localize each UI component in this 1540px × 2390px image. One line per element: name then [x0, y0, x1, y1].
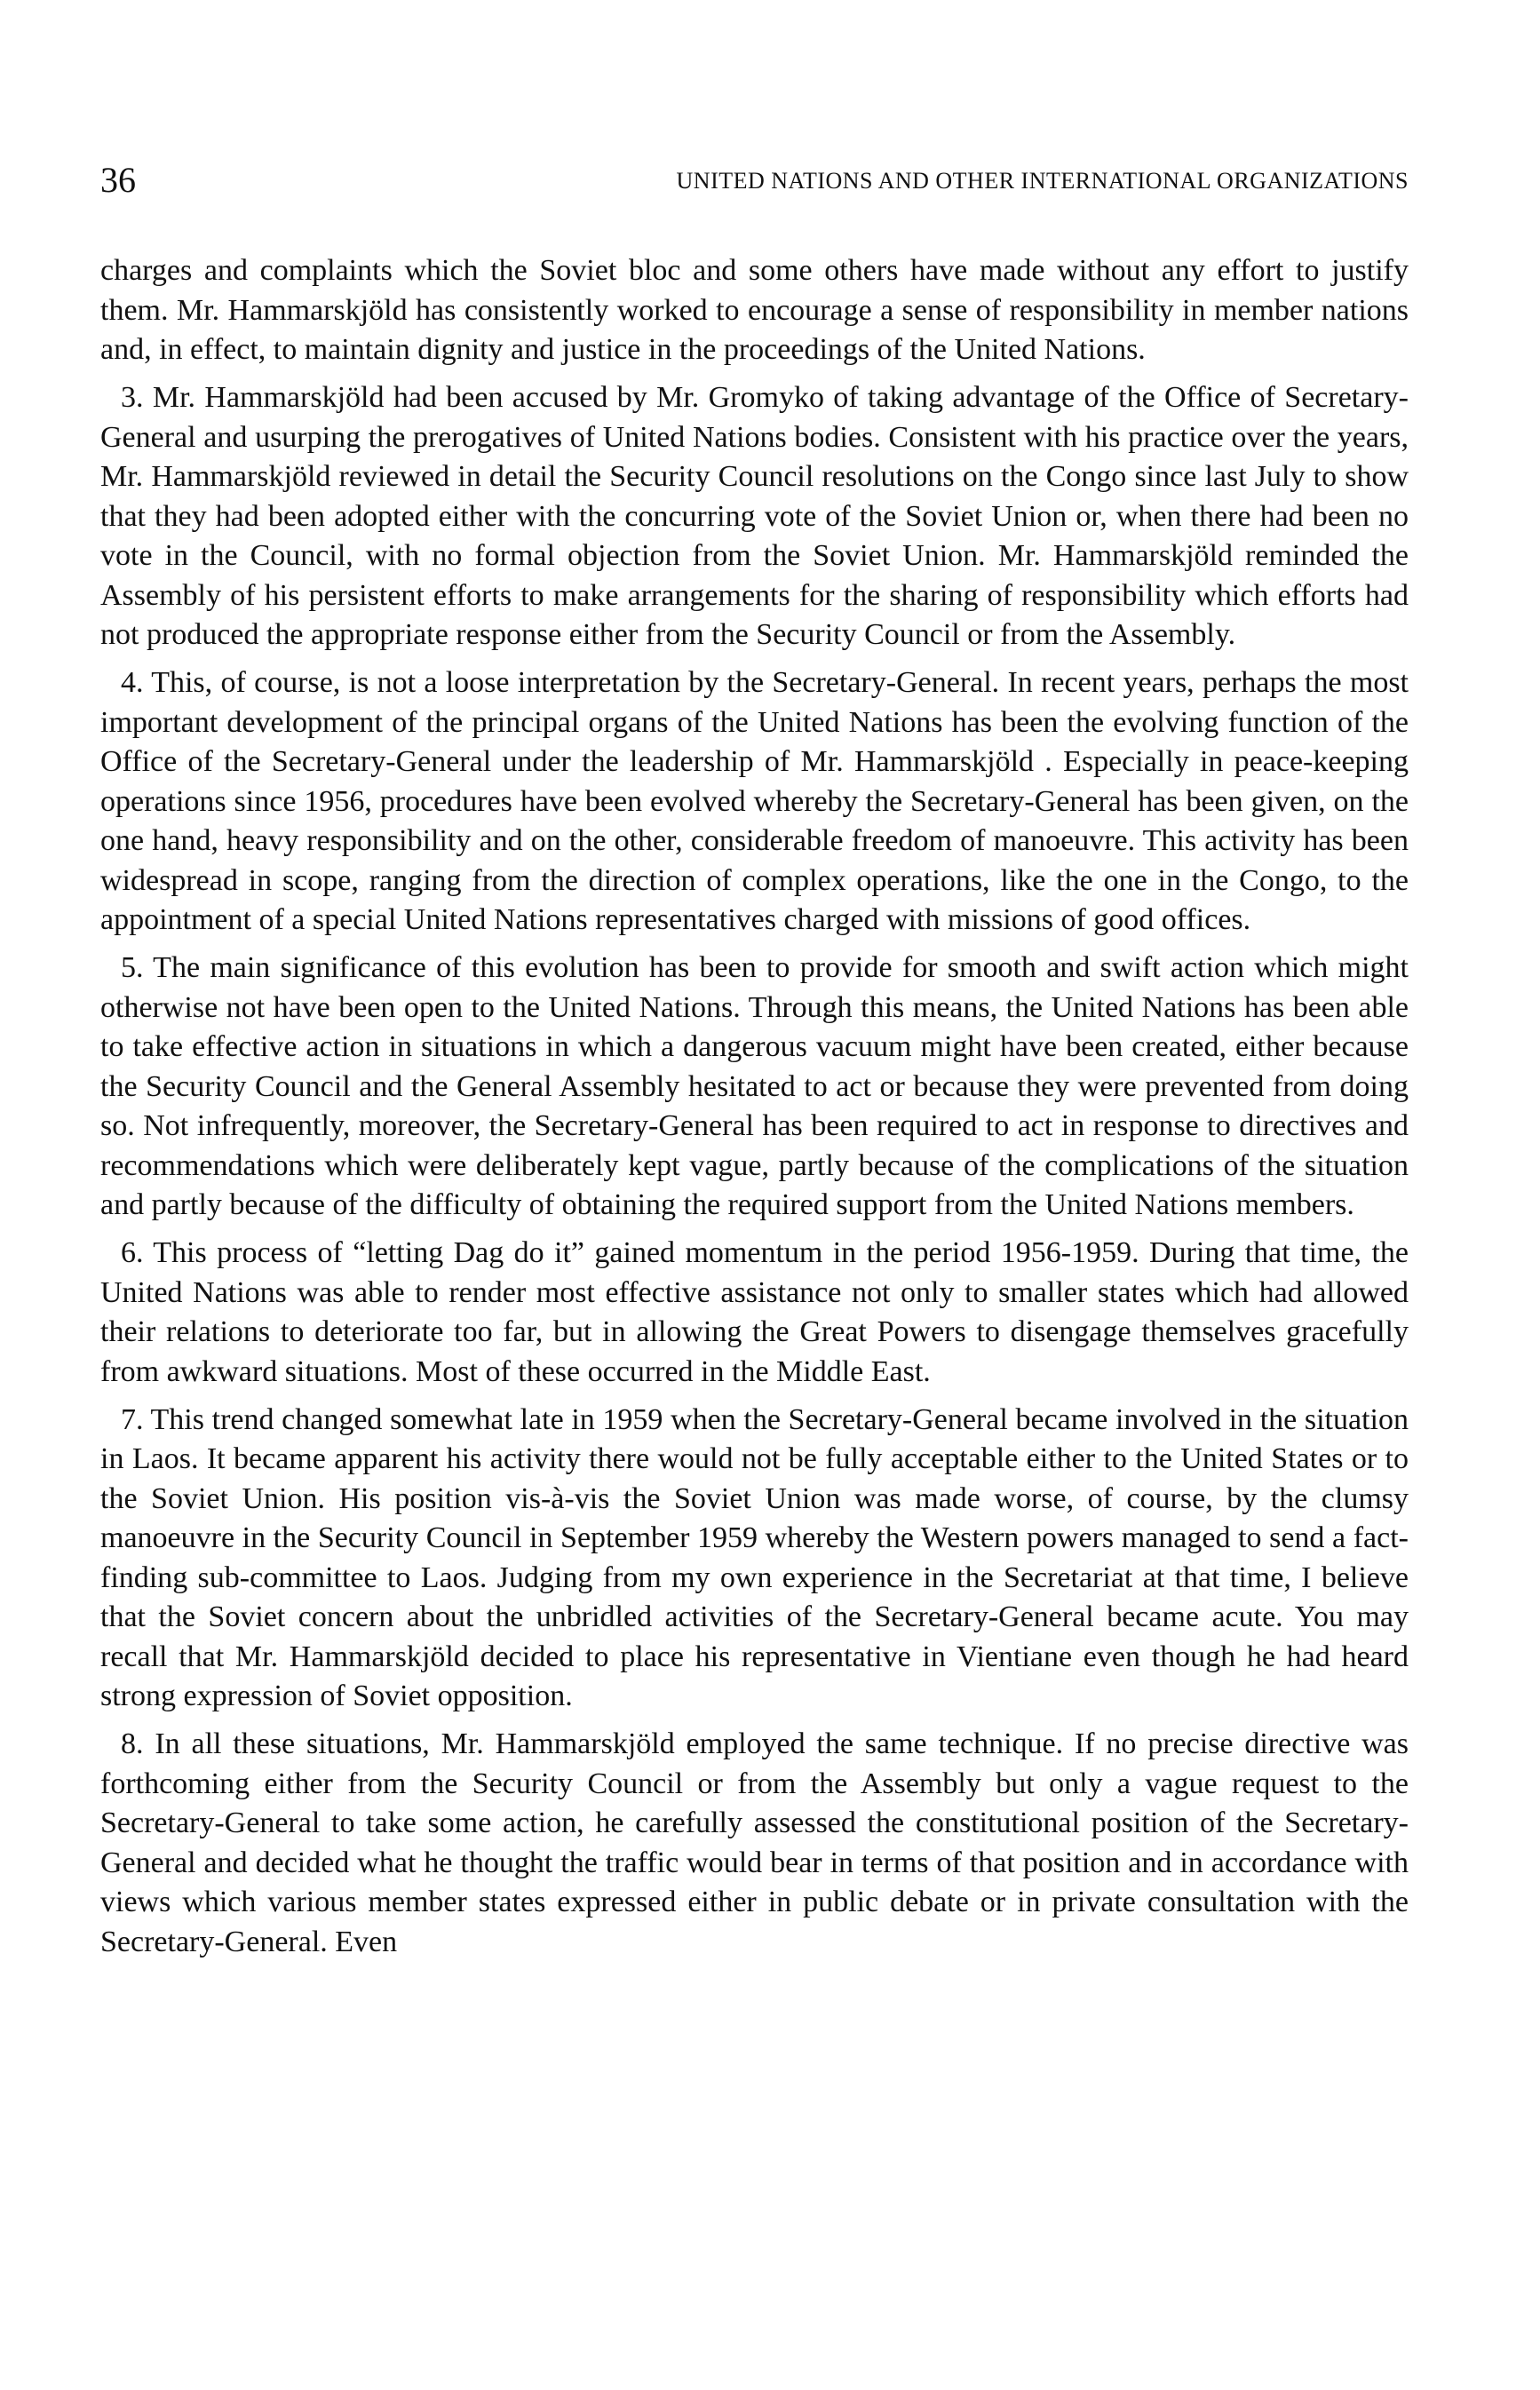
paragraph-6: 6. This process of “letting Dag do it” gained momentum in the period 1956-1959. During that time, the United Nations was able to render most effective assistance not only to smaller states which had allowed their relations to deteriorate too far, but in allowing the Great Powers to disengage themselves gracefully from awkward situations. Most of these occurred in the Middle East.: [100, 1236, 1409, 1388]
paragraph-8: 8. In all these situations, Mr. Hammarskjöld employed the same technique. If no precise directive was forthcoming either from the Security Council or from the Assembly but only a vague request to the Secretary-General to take some action, he carefully assessed the constitutional position of the Secretary-General and decided what he thought the traffic would bear in terms of that position and in accordance with views which various member states expressed either in public debate or in private consultation with the Secretary-General. Even: [100, 1727, 1409, 1958]
running-title: UNITED NATIONS AND OTHER INTERNATIONAL ORGANIZATIONS: [676, 168, 1409, 194]
paragraph-3: 3. Mr. Hammarskjöld had been accused by Mr. Gromyko of taking advantage of the Office of Secretary-General and usurping the prerogatives of United Nations bodies. Consistent with his practice over the years, Mr. Hammarskjöld reviewed in detail the Security Council resolutions on the Congo since last July to show that they had been adopted either with the concurring vote of the Soviet Union or, when there had been no vote in the Council, with no formal objection from the Soviet Union. Mr. Hammarskjöld reminded the Assembly of his persistent efforts to make arrangements for the sharing of responsibility which efforts had not produced the appropriate response either from the Security Council or from the Assembly.: [100, 381, 1409, 651]
body-text: [100, 251, 1409, 1971]
page-number: 36: [100, 160, 136, 200]
paragraph-7: 7. This trend changed somewhat late in 1959 when the Secretary-General became involved in the situation in Laos. It became apparent his activity there would not be fully acceptable either to the United States or to the Soviet Union. His position vis-à-vis the Soviet Union was made worse, of course, by the clumsy manoeuvre in the Security Council in September 1959 whereby the Western powers managed to send a fact-finding sub-committee to Laos. Judging from my own experience in the Secretariat at that time, I believe that the Soviet concern about the unbridled activities of the Secretary-General became acute. You may recall that Mr. Hammarskjöld decided to place his representative in Vientiane even though he had heard strong expression of Soviet opposition.: [100, 1402, 1409, 1712]
paragraph-4: 4. This, of course, is not a loose interpretation by the Secretary-General. In recent years, perhaps the most important development of the principal organs of the United Nations has been the evolving function of the Office of the Secretary-General under the leadership of Mr. Hammarskjöld . Especially in peace-keeping operations since 1956, procedures have been evolved whereby the Secretary-General has been given, on the one hand, heavy responsibility and on the other, considerable freedom of manoeuvre. This activity has been widespread in scope, ranging from the direction of complex operations, like the one in the Congo, to the appointment of a special United Nations representatives charged with missions of good offices.: [100, 666, 1409, 936]
paragraph-continuation: charges and complaints which the Soviet bloc and some others have made without any effort to justify them. Mr. Hammarskjöld has consistently worked to encourage a sense of responsibility in member nations and, in effect, to maintain dignity and justice in the proceedings of the United Nations.: [100, 254, 1409, 366]
paragraph-5: 5. The main significance of this evolution has been to provide for smooth and swift action which might otherwise not have been open to the United Nations. Through this means, the United Nations has been able to take effective action in situations in which a dangerous vacuum might have been created, either because the Security Council and the General Assembly hesitated to act or because they were prevented from doing so. Not infrequently, moreover, the Secretary-General has been required to act in response to directives and recommendations which were deliberately kept vague, partly because of the complications of the situation and partly because of the difficulty of obtaining the required support from the United Nations members.: [100, 951, 1409, 1221]
page-header: [100, 158, 1409, 202]
